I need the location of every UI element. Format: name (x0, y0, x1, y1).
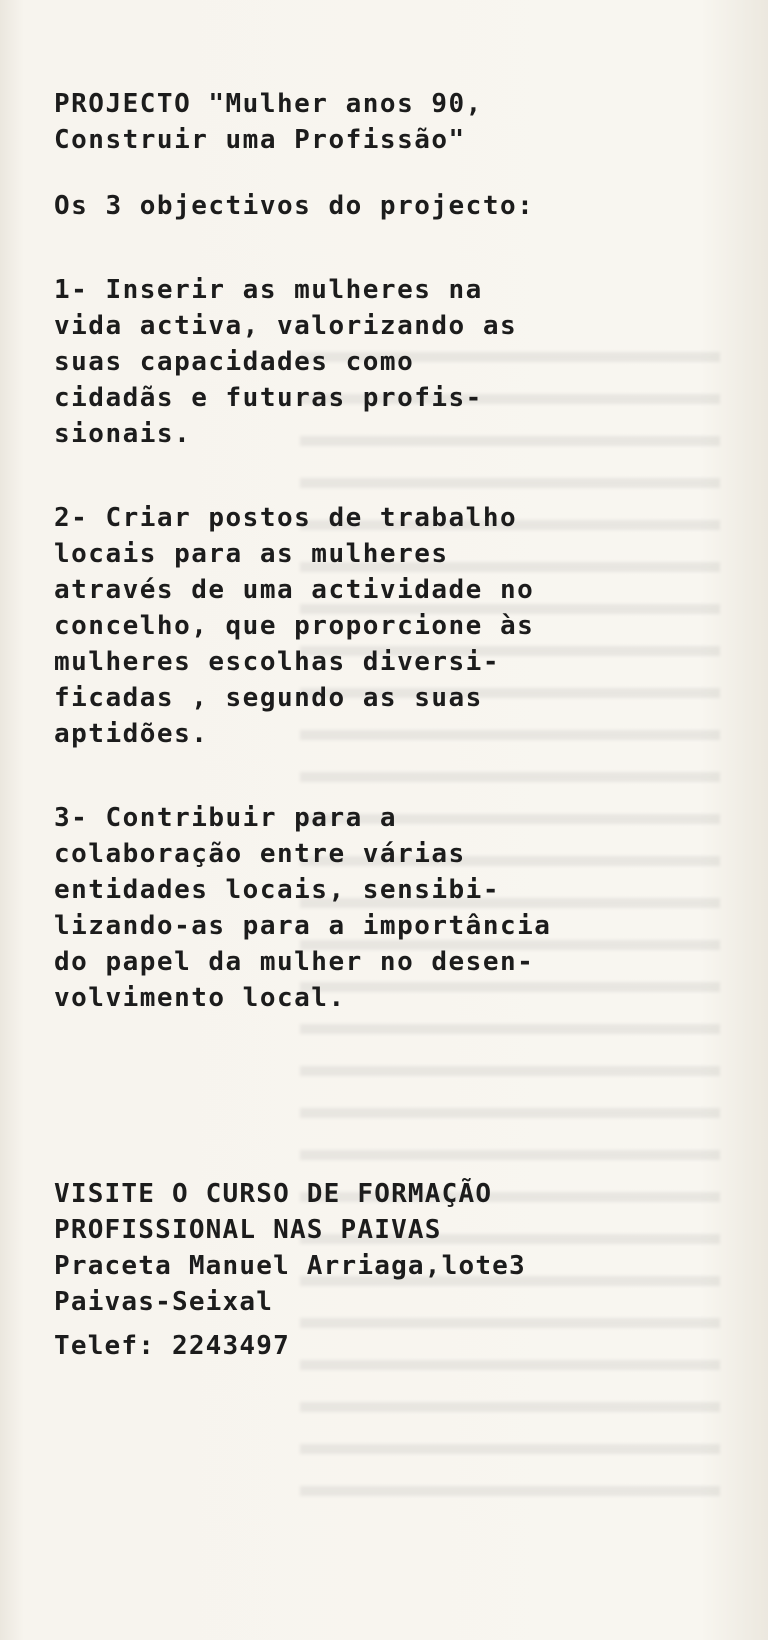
objective-line: 2- Criar postos de trabalho (54, 503, 518, 533)
document-body (54, 86, 654, 1364)
objective-line: através de uma actividade no (54, 575, 535, 605)
contact-phone: Telef: 2243497 (54, 1331, 290, 1361)
objective-line: cidadãs e futuras profis- (54, 383, 483, 413)
objective-line: mulheres escolhas diversi- (54, 647, 500, 677)
objective-line: lizando-as para a importância (54, 911, 552, 941)
objective-line: 3- Contribuir para a (54, 803, 398, 833)
objective-line: aptidões. (54, 719, 209, 749)
contact-heading: VISITE O CURSO DE FORMAÇÃO (54, 1179, 493, 1209)
objective-line: suas capacidades como (54, 347, 415, 377)
contact-locality: Paivas-Seixal (54, 1287, 274, 1317)
objective-line: vida activa, valorizando as (54, 311, 518, 341)
title-line: PROJECTO "Mulher anos 90, (54, 89, 483, 119)
objective-3 (54, 800, 654, 1016)
objective-line: do papel da mulher no desen- (54, 947, 535, 977)
objective-line: 1- Inserir as mulheres na (54, 275, 483, 305)
title-line: Construir uma Profissão" (54, 125, 466, 155)
objective-2 (54, 500, 654, 752)
objective-line: concelho, que proporcione às (54, 611, 535, 641)
objective-line: locais para as mulheres (54, 539, 449, 569)
contact-block (54, 1176, 654, 1364)
objective-line: ficadas , segundo as suas (54, 683, 483, 713)
objective-line: sionais. (54, 419, 192, 449)
objective-1 (54, 272, 654, 452)
objectives-intro: Os 3 objectivos do projecto: (54, 191, 535, 221)
contact-address: Praceta Manuel Arriaga,lote3 (54, 1251, 526, 1281)
objective-line: volvimento local. (54, 983, 346, 1013)
objective-line: entidades locais, sensibi- (54, 875, 500, 905)
objective-line: colaboração entre várias (54, 839, 466, 869)
contact-heading: PROFISSIONAL NAS PAIVAS (54, 1215, 442, 1245)
project-title (54, 86, 654, 158)
